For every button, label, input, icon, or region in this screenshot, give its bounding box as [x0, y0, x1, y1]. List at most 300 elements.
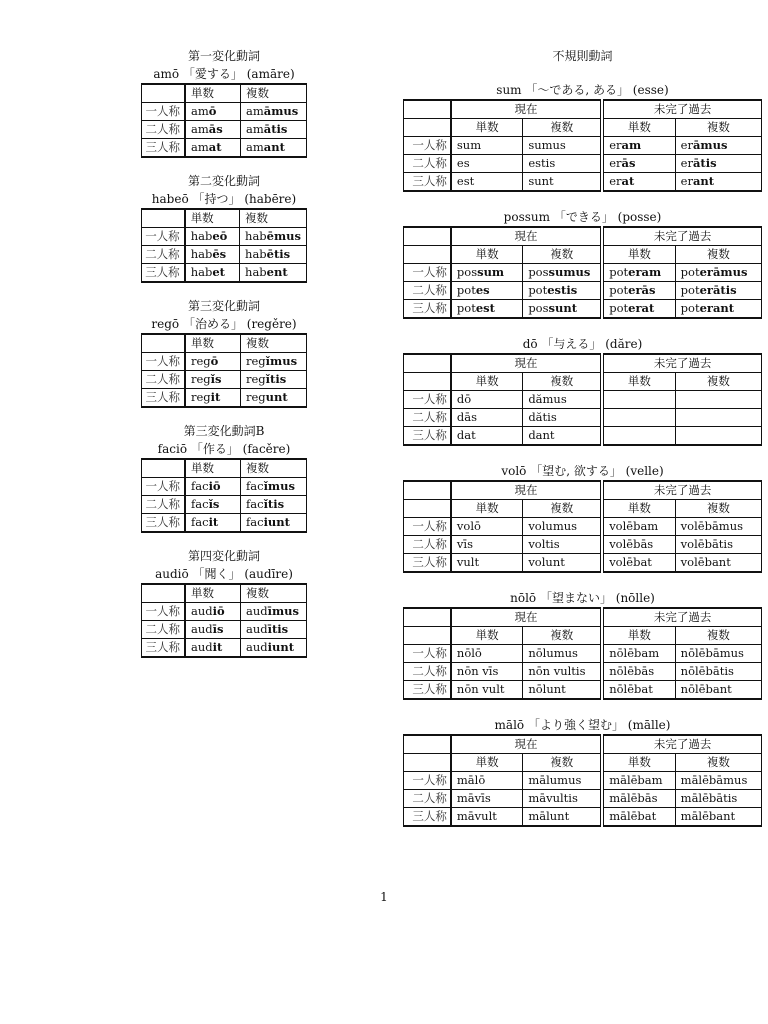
irregular-verb-title: possum 「できる」 (posse): [503, 210, 662, 224]
person-label: 三人称: [404, 808, 451, 827]
conjugation-heading: 第二変化動詞: [187, 174, 260, 188]
present-plural-header: 複数: [523, 373, 602, 391]
present-singular-form-stem: nōlō: [456, 646, 482, 660]
table-row: [404, 772, 762, 790]
imperfect-singular-form-stem: nōlēbās: [609, 664, 655, 678]
person-label: 三人称: [142, 639, 186, 658]
singular-form-ending: īs: [212, 622, 224, 636]
imperfect-plural-form-stem: er: [680, 156, 693, 170]
imperfect-singular-form: [602, 391, 675, 409]
plural-form-ending: ǐtis: [265, 372, 287, 386]
table-header-row: [142, 584, 307, 603]
singular-form-stem: hab: [190, 247, 213, 261]
imperfect-singular-form: [602, 681, 675, 700]
imperfect-plural-form-stem: er: [680, 138, 693, 152]
singular-form: [185, 264, 240, 283]
present-plural-form: [523, 173, 602, 192]
imperfect-singular-header: 単数: [602, 754, 675, 772]
plural-form-stem: fac: [246, 515, 264, 529]
present-singular-form-stem: mālō: [456, 773, 486, 787]
conjugation-table: [141, 583, 307, 658]
plural-form: [241, 621, 307, 639]
imperfect-plural-form-ending: ant: [692, 174, 715, 188]
present-singular-form-stem: es: [456, 156, 470, 170]
conjugation-table: [141, 458, 307, 533]
plural-form-ending: ētis: [266, 247, 291, 261]
imperfect-singular-form: [602, 790, 675, 808]
person-label: 一人称: [142, 478, 186, 496]
present-plural-form-stem: dant: [528, 428, 555, 442]
person-label: 一人称: [404, 645, 451, 663]
singular-form-ending: ō: [210, 354, 219, 368]
present-singular-header: 単数: [451, 627, 523, 645]
imperfect-singular-form-stem: pot: [609, 283, 629, 297]
table-row: [142, 389, 307, 408]
singular-form-stem: reg: [191, 372, 211, 386]
imperfect-plural-form: [675, 137, 761, 155]
imperfect-plural-form-stem: pot: [680, 265, 700, 279]
present-header: 現在: [451, 608, 602, 627]
empty-corner-cell: [404, 735, 451, 754]
table-row: [404, 554, 762, 573]
present-plural-header: 複数: [523, 500, 602, 518]
number-header-row: [404, 500, 762, 518]
present-plural-form: [523, 137, 602, 155]
person-label: 二人称: [404, 155, 451, 173]
conjugation-heading: 第三変化動詞: [187, 299, 260, 313]
present-plural-header: 複数: [523, 627, 602, 645]
imperfect-singular-form-ending: ās: [621, 156, 636, 170]
plural-form-stem: am: [246, 122, 264, 136]
imperfect-singular-form-stem: pot: [609, 301, 629, 315]
plural-header: 複数: [241, 459, 307, 478]
present-singular-form: [451, 645, 523, 663]
person-label: 三人称: [142, 389, 186, 408]
singular-form: [185, 353, 241, 371]
present-plural-form-stem: mālunt: [528, 809, 570, 823]
conjugation-table: [141, 208, 307, 283]
table-row: [142, 514, 307, 533]
singular-form: [185, 621, 241, 639]
imperfect-singular-form: [602, 645, 675, 663]
conjugation-table: [141, 83, 307, 158]
person-label: 三人称: [404, 427, 451, 446]
singular-form: [185, 228, 240, 246]
imperfect-singular-form-stem: mālēbam: [609, 773, 663, 787]
person-label: 一人称: [404, 772, 451, 790]
conjugation-heading: 第四変化動詞: [187, 549, 260, 563]
present-plural-form-ending: estis: [547, 283, 578, 297]
imperfect-singular-form-stem: er: [609, 156, 622, 170]
present-plural-form-stem: pos: [528, 265, 549, 279]
empty-corner-cell: [142, 334, 186, 353]
present-singular-form: [451, 536, 523, 554]
person-label: 一人称: [404, 137, 451, 155]
present-plural-form-stem: mālumus: [528, 773, 582, 787]
singular-form: [185, 139, 241, 158]
present-plural-form: [523, 427, 602, 446]
irregular-table: [403, 99, 762, 192]
irregular-verbs-column: [403, 47, 762, 827]
imperfect-singular-form: [602, 300, 675, 319]
present-plural-form: [523, 790, 602, 808]
imperfect-plural-form: [675, 300, 761, 319]
table-row: [404, 518, 762, 536]
present-singular-form: [451, 409, 523, 427]
present-plural-form-stem: māvultis: [528, 791, 578, 805]
irregular-verb-title: volō 「望む, 欲する」 (velle): [501, 464, 664, 478]
imperfect-plural-form-stem: mālēbāmus: [680, 773, 748, 787]
singular-form-ending: it: [212, 640, 223, 654]
present-plural-form: [523, 155, 602, 173]
present-singular-form-ending: sum: [477, 265, 505, 279]
present-singular-form: [451, 282, 523, 300]
plural-form-stem: aud: [246, 604, 268, 618]
conjugation-heading: 第一変化動詞: [187, 49, 260, 63]
singular-form: [185, 371, 241, 389]
singular-form-stem: aud: [191, 622, 213, 636]
present-header: 現在: [451, 481, 602, 500]
table-header-row: [142, 84, 307, 103]
present-singular-form: [451, 155, 523, 173]
empty-corner-cell: [404, 608, 451, 627]
irregular-verbs-heading: 不規則動詞: [552, 49, 613, 63]
present-plural-form-stem: sumus: [528, 138, 566, 152]
plural-form: [241, 496, 307, 514]
present-plural-form: [523, 808, 602, 827]
singular-header: 単数: [185, 209, 240, 228]
imperfect-plural-form: [675, 155, 761, 173]
verb-subheading: audiō 「聞く」 (audīre): [155, 567, 293, 581]
plural-form: [241, 389, 307, 408]
irregular-table: [403, 226, 762, 319]
imperfect-singular-form-stem: volēbat: [609, 555, 652, 569]
imperfect-plural-form: [675, 282, 761, 300]
number-header-row: [404, 627, 762, 645]
table-row: [404, 155, 762, 173]
person-label: 三人称: [404, 300, 451, 319]
present-plural-form-stem: volumus: [528, 519, 578, 533]
present-singular-form-stem: dās: [456, 410, 478, 424]
imperfect-plural-form: [675, 790, 761, 808]
tense-header-row: [404, 608, 762, 627]
empty-corner-cell: [404, 227, 451, 246]
person-label: 二人称: [142, 121, 186, 139]
imperfect-singular-form-stem: volēbam: [609, 519, 659, 533]
singular-form-stem: fac: [191, 479, 209, 493]
imperfect-plural-form: [675, 391, 761, 409]
singular-form-stem: am: [191, 122, 209, 136]
present-singular-form-stem: sum: [456, 138, 482, 152]
table-row: [404, 264, 762, 282]
plural-form: [241, 103, 307, 121]
present-plural-form: [523, 536, 602, 554]
plural-form-stem: reg: [246, 372, 266, 386]
table-row: [404, 173, 762, 192]
present-plural-form: [523, 409, 602, 427]
imperfect-singular-header: 単数: [602, 246, 675, 264]
present-singular-form-stem: est: [456, 174, 475, 188]
imperfect-plural-header: 複数: [675, 246, 761, 264]
plural-form-ending: unt: [265, 390, 288, 404]
table-row: [142, 371, 307, 389]
table-row: [404, 790, 762, 808]
singular-form: [185, 246, 240, 264]
table-header-row: [142, 334, 307, 353]
present-singular-form-ending: est: [475, 301, 495, 315]
singular-form-ending: at: [208, 140, 222, 154]
imperfect-singular-form: [602, 409, 675, 427]
singular-form-stem: reg: [191, 354, 211, 368]
person-label: 三人称: [142, 264, 185, 283]
plural-form-stem: am: [246, 104, 264, 118]
person-label: 三人称: [142, 514, 186, 533]
present-plural-form: [523, 282, 602, 300]
imperfect-singular-form-stem: mālēbat: [609, 809, 657, 823]
present-singular-form-stem: pos: [456, 265, 478, 279]
present-plural-form: [523, 300, 602, 319]
table-row: [142, 353, 307, 371]
plural-form: [241, 478, 307, 496]
imperfect-singular-form-ending: erās: [628, 283, 656, 297]
imperfect-plural-header: 複数: [675, 627, 761, 645]
table-row: [404, 391, 762, 409]
present-plural-form: [523, 663, 602, 681]
empty-corner-cell: [142, 459, 186, 478]
empty-corner-cell: [404, 246, 451, 264]
present-singular-form: [451, 173, 523, 192]
present-singular-form: [451, 663, 523, 681]
plural-form-ending: ǐmus: [263, 479, 295, 493]
person-label: 二人称: [142, 246, 185, 264]
plural-form-ending: iunt: [263, 515, 290, 529]
imperfect-plural-form-stem: volēbāmus: [680, 519, 744, 533]
imperfect-plural-form-stem: pot: [680, 283, 700, 297]
singular-form-ending: ǐs: [210, 372, 222, 386]
imperfect-singular-form: [602, 536, 675, 554]
plural-form-ending: ātis: [263, 122, 288, 136]
table-row: [404, 427, 762, 446]
present-singular-header: 単数: [451, 754, 523, 772]
singular-header: 単数: [185, 84, 241, 103]
plural-form: [241, 514, 307, 533]
plural-form-stem: fac: [246, 497, 264, 511]
present-singular-form: [451, 391, 523, 409]
present-plural-form-stem: nōlumus: [528, 646, 578, 660]
singular-header: 単数: [185, 584, 241, 603]
imperfect-singular-form-stem: mālēbās: [609, 791, 658, 805]
plural-header: 複数: [241, 84, 307, 103]
table-row: [142, 603, 307, 621]
imperfect-singular-form: [602, 264, 675, 282]
singular-form-ending: ǐs: [208, 497, 220, 511]
present-header: 現在: [451, 354, 602, 373]
table-row: [142, 496, 307, 514]
person-label: 二人称: [404, 536, 451, 554]
plural-form-ending: ant: [263, 140, 285, 154]
imperfect-singular-form: [602, 173, 675, 192]
person-label: 二人称: [404, 790, 451, 808]
table-row: [142, 121, 307, 139]
plural-form-ending: ītis: [267, 622, 289, 636]
imperfect-singular-form-stem: nōlēbat: [609, 682, 653, 696]
present-singular-form: [451, 264, 523, 282]
plural-form-stem: am: [246, 140, 264, 154]
table-row: [404, 282, 762, 300]
present-plural-form: [523, 554, 602, 573]
plural-form-ending: iunt: [267, 640, 295, 654]
table-row: [142, 478, 307, 496]
present-singular-header: 単数: [451, 500, 523, 518]
imperfect-plural-form: [675, 264, 761, 282]
imperfect-singular-form-stem: pot: [609, 265, 629, 279]
plural-form: [240, 246, 307, 264]
person-label: 一人称: [142, 228, 185, 246]
singular-form-stem: hab: [190, 265, 213, 279]
imperfect-plural-header: 複数: [675, 119, 761, 137]
present-plural-form-stem: sunt: [528, 174, 554, 188]
conjugation-table: [141, 333, 307, 408]
present-header: 現在: [451, 735, 602, 754]
present-singular-form: [451, 772, 523, 790]
imperfect-header: 未完了過去: [602, 481, 761, 500]
tense-header-row: [404, 735, 762, 754]
imperfect-plural-header: 複数: [675, 500, 761, 518]
imperfect-plural-form-stem: volēbātis: [680, 537, 733, 551]
empty-corner-cell: [404, 354, 451, 373]
present-singular-form-stem: nōn vīs: [456, 664, 499, 678]
present-singular-form: [451, 554, 523, 573]
person-label: 一人称: [404, 391, 451, 409]
table-row: [142, 264, 307, 283]
singular-form-ending: et: [212, 265, 225, 279]
present-singular-form-stem: nōn vult: [456, 682, 505, 696]
imperfect-singular-form: [602, 663, 675, 681]
present-plural-form-stem: nōlunt: [528, 682, 566, 696]
person-label: 三人称: [404, 173, 451, 192]
plural-form: [241, 121, 307, 139]
imperfect-header: 未完了過去: [602, 354, 761, 373]
present-singular-form: [451, 790, 523, 808]
verb-subheading: regō 「治める」 (regěre): [151, 317, 297, 331]
present-singular-form-stem: vīs: [456, 537, 473, 551]
present-singular-header: 単数: [451, 119, 523, 137]
singular-form-ending: it: [208, 515, 219, 529]
table-row: [404, 536, 762, 554]
imperfect-plural-form-stem: volēbant: [680, 555, 731, 569]
plural-form-stem: fac: [246, 479, 264, 493]
table-row: [142, 621, 307, 639]
empty-corner-cell: [404, 373, 451, 391]
imperfect-singular-form-stem: er: [609, 174, 622, 188]
singular-form-stem: fac: [191, 497, 209, 511]
table-row: [142, 103, 307, 121]
irregular-verb-title: nōlō 「望まない」 (nōlle): [510, 591, 655, 605]
imperfect-plural-form-stem: nōlēbātis: [680, 664, 734, 678]
plural-form: [241, 639, 307, 658]
person-label: 三人称: [404, 681, 451, 700]
empty-corner-cell: [404, 100, 451, 119]
singular-form: [185, 121, 241, 139]
plural-form: [241, 371, 307, 389]
present-plural-form: [523, 264, 602, 282]
present-singular-form-stem: pot: [456, 283, 476, 297]
person-label: 三人称: [142, 139, 186, 158]
imperfect-singular-form-ending: at: [621, 174, 635, 188]
present-singular-form: [451, 518, 523, 536]
empty-corner-cell: [142, 209, 185, 228]
present-plural-form: [523, 645, 602, 663]
present-plural-form-ending: sunt: [548, 301, 578, 315]
irregular-verb-title: sum 「～である, ある」 (esse): [496, 83, 669, 97]
imperfect-singular-form-ending: am: [621, 138, 642, 152]
person-label: 三人称: [404, 554, 451, 573]
plural-form: [241, 139, 307, 158]
present-singular-form-stem: dō: [456, 392, 472, 406]
singular-header: 単数: [185, 459, 241, 478]
person-label: 一人称: [142, 103, 186, 121]
imperfect-singular-form: [602, 772, 675, 790]
present-plural-form-stem: nōn vultis: [528, 664, 586, 678]
verb-subheading: faciō 「作る」 (facěre): [157, 442, 291, 456]
person-label: 一人称: [142, 353, 186, 371]
tense-header-row: [404, 481, 762, 500]
tense-header-row: [404, 227, 762, 246]
table-row: [142, 139, 307, 158]
person-label: 二人称: [404, 282, 451, 300]
empty-corner-cell: [404, 119, 451, 137]
singular-form-stem: fac: [191, 515, 209, 529]
irregular-verb-title: mālō 「より強く望む」 (mālle): [494, 718, 671, 732]
singular-form-stem: hab: [190, 229, 213, 243]
person-label: 二人称: [404, 663, 451, 681]
person-label: 二人称: [404, 409, 451, 427]
imperfect-singular-form-ending: eram: [628, 265, 662, 279]
present-singular-form: [451, 681, 523, 700]
imperfect-plural-form-ending: āmus: [692, 138, 728, 152]
present-singular-form-stem: māvīs: [456, 791, 491, 805]
singular-form-stem: aud: [191, 640, 213, 654]
conjugation-heading: 第三変化動詞B: [183, 424, 265, 438]
person-label: 二人称: [142, 621, 186, 639]
present-plural-form-stem: estis: [528, 156, 556, 170]
present-singular-form-stem: vult: [456, 555, 480, 569]
present-plural-form: [523, 772, 602, 790]
imperfect-singular-header: 単数: [602, 627, 675, 645]
present-plural-header: 複数: [523, 246, 602, 264]
plural-form-ending: ǐtis: [263, 497, 285, 511]
irregular-verb-title: dō 「与える」 (dăre): [522, 337, 643, 351]
imperfect-singular-form: [602, 155, 675, 173]
imperfect-singular-form: [602, 554, 675, 573]
imperfect-plural-form: [675, 409, 761, 427]
singular-form: [185, 603, 241, 621]
plural-form-ending: īmus: [267, 604, 299, 618]
present-singular-header: 単数: [451, 246, 523, 264]
imperfect-plural-form: [675, 663, 761, 681]
present-plural-form-stem: pos: [528, 301, 549, 315]
tense-header-row: [404, 354, 762, 373]
imperfect-plural-form-ending: ātis: [692, 156, 717, 170]
empty-corner-cell: [142, 84, 186, 103]
singular-form-ending: ās: [208, 122, 223, 136]
singular-form-ending: eō: [212, 229, 228, 243]
table-row: [404, 681, 762, 700]
present-singular-form-stem: volō: [456, 519, 481, 533]
present-singular-form: [451, 300, 523, 319]
imperfect-plural-form-ending: erant: [699, 301, 735, 315]
person-label: 一人称: [142, 603, 186, 621]
